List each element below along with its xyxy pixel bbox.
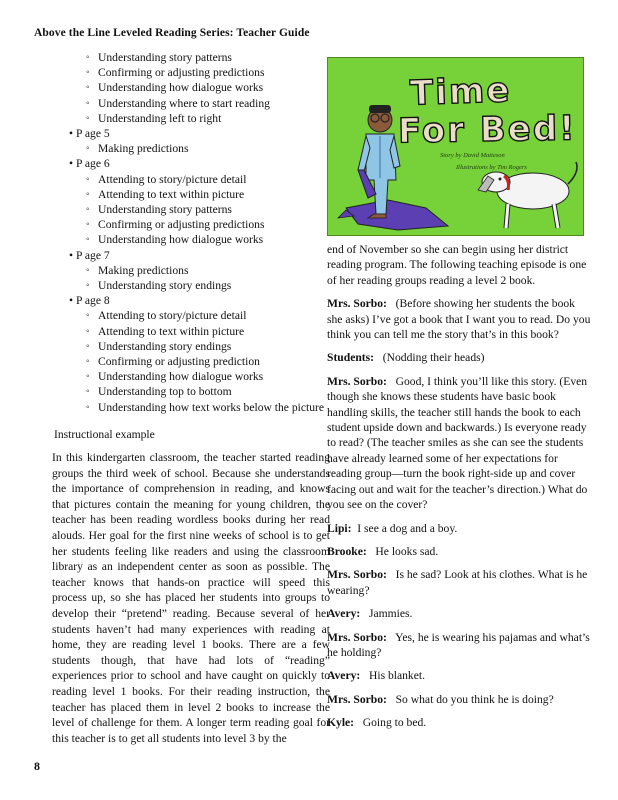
list-item: ◦ Understanding story endings [52,278,330,293]
dialogue-line [327,296,591,342]
dialogue-text: Going to bed. [362,716,427,730]
cover-title-line2: For Bed! [397,108,577,152]
list-item: ◦ Attending to story/picture detail [52,308,330,323]
page-group [52,248,330,294]
list-item: ◦ Understanding where to start reading [52,96,330,111]
speaker-name: Students: [327,351,375,365]
story-credit: Story by David Matteson [440,152,505,159]
speaker-name: Kyle: [327,716,355,730]
page-group [52,126,330,156]
speaker-name: Lipi: [327,521,352,535]
list-item: ◦ Confirming or adjusting predictions [52,217,330,232]
page-label: • P age 8 [76,294,110,308]
page-group [52,293,330,415]
list-item: ◦ Confirming or adjusting predictions [52,65,330,80]
left-column [52,50,330,746]
dialogue-line [327,668,591,683]
dialogue-line [327,692,591,707]
speaker-name: Mrs. Sorbo: [327,692,387,706]
page-header: Above the Line Leveled Reading Series: Teacher Guide [34,27,310,39]
speaker-name: Mrs. Sorbo: [327,630,387,644]
page-label: • P age 5 [76,127,110,141]
page-label: • P age 7 [76,248,110,262]
speaker-name: Mrs. Sorbo: [327,568,387,582]
dialogue-text: I see a dog and a boy. [357,521,458,535]
dialogue-text: (Before showing her students the book she asks) I’ve got a book that I want you to read. Do you think you can tell me the story that’s in this book? [327,297,591,342]
dialogue-line [327,374,591,513]
body-paragraph: end of November so she can begin using her district reading program. The following teaching episode is one of her reading groups reading a level 2 book. [327,243,587,287]
list-item: ◦ Attending to story/picture detail [52,172,330,187]
dialogue-line [327,715,591,730]
speaker-name: Mrs. Sorbo: [327,374,387,388]
page-label: • P age 6 [76,157,110,171]
page-group [52,156,330,247]
list-item: ◦ Understanding how dialogue works [52,80,330,95]
list-item: ◦ Making predictions [52,263,330,278]
list-item: ◦ Understanding top to bottom [52,384,330,399]
book-cover-illustration [327,57,584,236]
dialogue-line [327,630,591,661]
speaker-name: Mrs. Sorbo: [327,297,387,311]
dialogue-line [327,350,591,365]
dialogue-text: Is he sad? Look at his clothes. What is he wearing? [327,568,588,597]
dialogue-text: He looks sad. [375,544,439,558]
dialogue-text: Yes, he is wearing his pajamas and what’s he holding? [327,630,590,659]
dialogue-line [327,544,591,559]
illustration-credit: Illustrations by Tim Rogers [456,164,527,171]
list-item: ◦ Understanding how text works below the picture [52,400,330,415]
dialogue-line [327,606,591,621]
list-item: ◦ Understanding left to right [52,111,330,126]
list-item: ◦ Understanding story patterns [52,202,330,217]
dialogue-text: Jammies. [368,607,413,621]
speaker-name: Avery: [327,669,361,683]
list-item: ◦ Attending to text within picture [52,187,330,202]
page-number: 8 [34,759,40,773]
list-item: ◦ Understanding story endings [52,339,330,354]
outline-top-list [52,50,330,126]
list-item: ◦ Understanding story patterns [52,50,330,65]
dialogue-line [327,521,591,536]
right-column [327,242,591,739]
section-heading: Instructional example [54,427,155,441]
list-item: ◦ Confirming or adjusting prediction [52,354,330,369]
dialogue-text: His blanket. [368,669,425,683]
dialogue-text: Good, I think you’ll like this story. (Even though she knows these students have basic book handling skills, the teacher still hands the book to each student upside down and backwards.) Is everyone ready to read? (The teacher smiles as she can see the students have already learned some of her expectations for reading group—turn the book right-side up and cover facing out and wait for the teacher’s direction.) What do you see on the cover? [327,374,588,512]
speaker-name: Brooke: [327,544,367,558]
body-paragraph: In this kindergarten classroom, the teacher started reading groups the third week of school. Because she understands the importance of comprehension in reading, and knows that pictures contain the meaning for young children, the teacher has been reading wordless books during her read alouds. Her goal for the first nine weeks of school is to get her students feeling like readers and using the classroom library as an independent center as soon as possible. The teacher knows that hands-on practice will speed this process up, so she has placed her students into groups to develop their “pretend” reading. Because several of her students haven’t had many experiences with reading at home, they are reading level 1 books. There are a few students though, that have had lots of “reading” experiences prior to school and have caught on quickly to reading level 1 books. For their reading instruction, the teacher has placed them in level 2 books to increase the level of challenge for them. A longer term reading goal for this teacher is to get all students into level 3 by the [52,451,330,745]
cover-title-line1: Time [409,70,513,114]
list-item: ◦ Attending to text within picture [52,324,330,339]
list-item: ◦ Understanding how dialogue works [52,369,330,384]
dialogue-text: So what do you think he is doing? [395,692,554,706]
outline-pages-list [52,126,330,415]
dialogue-text: (Nodding their heads) [382,351,485,365]
speaker-name: Avery: [327,607,361,621]
list-item: ◦ Understanding how dialogue works [52,232,330,247]
list-item: ◦ Making predictions [52,141,330,156]
dialogue-line [327,567,591,598]
